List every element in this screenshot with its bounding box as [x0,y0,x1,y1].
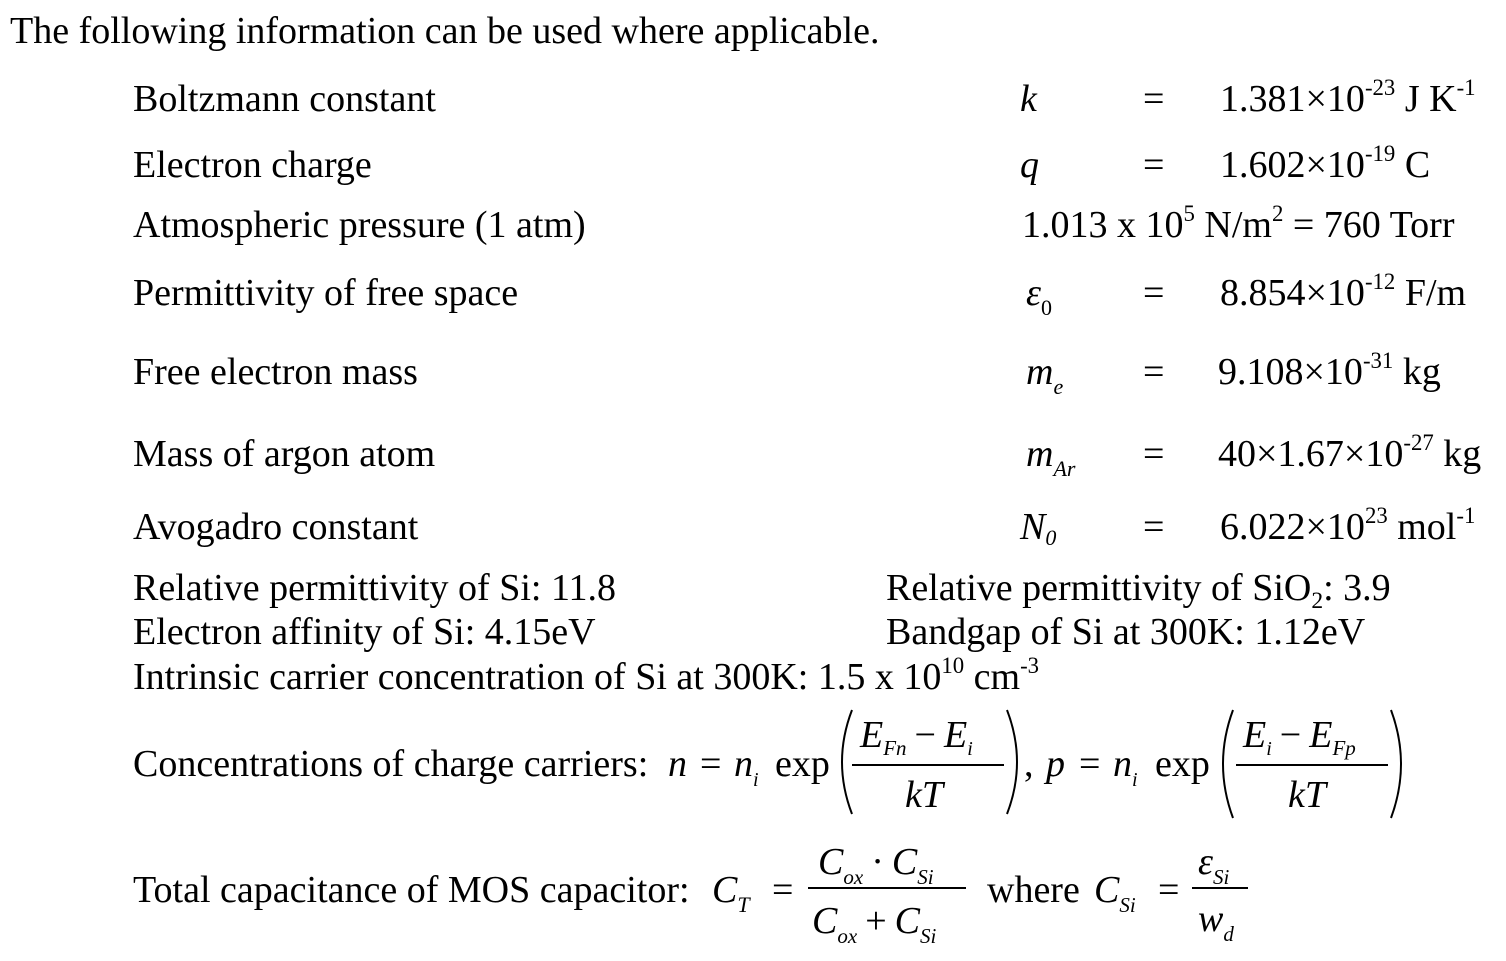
const-value: $1.602\times 10^{-19}$ C [1220,141,1431,186]
equals-sign: = [700,743,722,785]
const-symbol: $m_e$ [1026,351,1064,399]
const-name: Permittivity of free space [133,272,519,314]
fraction-bar [1236,764,1388,766]
equals-sign: = [1143,506,1165,548]
bandgap: Bandgap of Si at 300K: 1.12eV [886,611,1366,653]
pressure-value: 1.013 x $10^5$ $N/m^2 = 760$ Torr [1022,201,1455,246]
const-symbol: $m_{Ar}$ [1026,433,1076,481]
comma: , [1024,743,1034,785]
const-value: $9.108\times 10^{-31}$ kg [1218,348,1441,393]
sio2-permittivity: Relative permittivity of SiO$_2$: 3.9 [886,567,1391,615]
numerator: $E_i - E_{Fp}$ [1243,714,1356,760]
const-symbol: q [1020,144,1039,186]
const-value: $40\times 1.67\times 10^{-27}$ kg [1218,430,1482,475]
where-text: where [987,869,1080,911]
intrinsic-concentration: Intrinsic carrier concentration of Si at 300K: 1.5 x $10^{10}$ $cm^{-3}$ [133,653,1040,698]
const-name: Electron charge [133,144,372,186]
equals-sign: = [1158,869,1180,911]
numerator: $\varepsilon_{Si}$ [1198,841,1230,889]
denominator: kT [905,774,943,816]
const-symbol: N0 [1020,506,1057,550]
electron-affinity: Electron affinity of Si: 4.15eV [133,611,596,653]
exp-function: exp [1155,743,1210,785]
denominator: $C_{ox} + C_{Si}$ [812,900,937,948]
const-value: $1.381\times 10^{-23}$ J $K^{-1}$ [1220,75,1476,120]
const-value: $8.854\times 10^{-12}$ F/m [1220,269,1467,314]
csi-symbol: $C_{Si}$ [1094,869,1136,917]
const-symbol: k [1020,78,1037,120]
equals-sign: = [1143,272,1165,314]
n-symbol: n [668,743,687,785]
fraction-bar [1192,887,1248,889]
const-name: Mass of argon atom [133,433,436,475]
equals-sign: = [772,869,794,911]
numerator: $E_{Fn} - E_i$ [860,714,973,760]
denominator: $w_d$ [1198,898,1234,946]
mos-label: Total capacitance of MOS capacitor: [133,869,690,911]
left-paren [830,706,856,818]
equals-sign: = [1143,144,1165,186]
carrier-label: Concentrations of charge carriers: [133,743,649,785]
intro-text: The following information can be used where applicable. [10,10,880,52]
fraction-bar [852,764,1004,766]
const-name: Free electron mass [133,351,418,393]
equals-sign: = [1143,351,1165,393]
numerator: $C_{ox} \cdot C_{Si}$ [818,841,934,889]
const-symbol: $\varepsilon_0$ [1026,272,1052,320]
denominator: kT [1288,774,1326,816]
const-name: Atmospheric pressure (1 atm) [133,204,586,246]
p-symbol: p [1046,743,1065,785]
exp-function: exp [775,743,830,785]
ni-symbol: $n_i$ [734,743,759,791]
right-paren [1387,706,1413,822]
si-permittivity: Relative permittivity of Si: 11.8 [133,567,617,609]
equals-sign: = [1079,743,1101,785]
equals-sign: = [1143,78,1165,120]
left-paren [1211,706,1237,822]
const-name: Boltzmann constant [133,78,436,120]
const-name: Avogadro constant [133,506,419,548]
equals-sign: = [1143,433,1165,475]
fraction-bar [808,887,966,889]
ct-symbol: $C_T$ [712,869,750,917]
ni-symbol: $n_i$ [1113,743,1138,791]
const-value: $6.022\times 10^{23}$ mol$^{-1}$ [1220,503,1476,548]
